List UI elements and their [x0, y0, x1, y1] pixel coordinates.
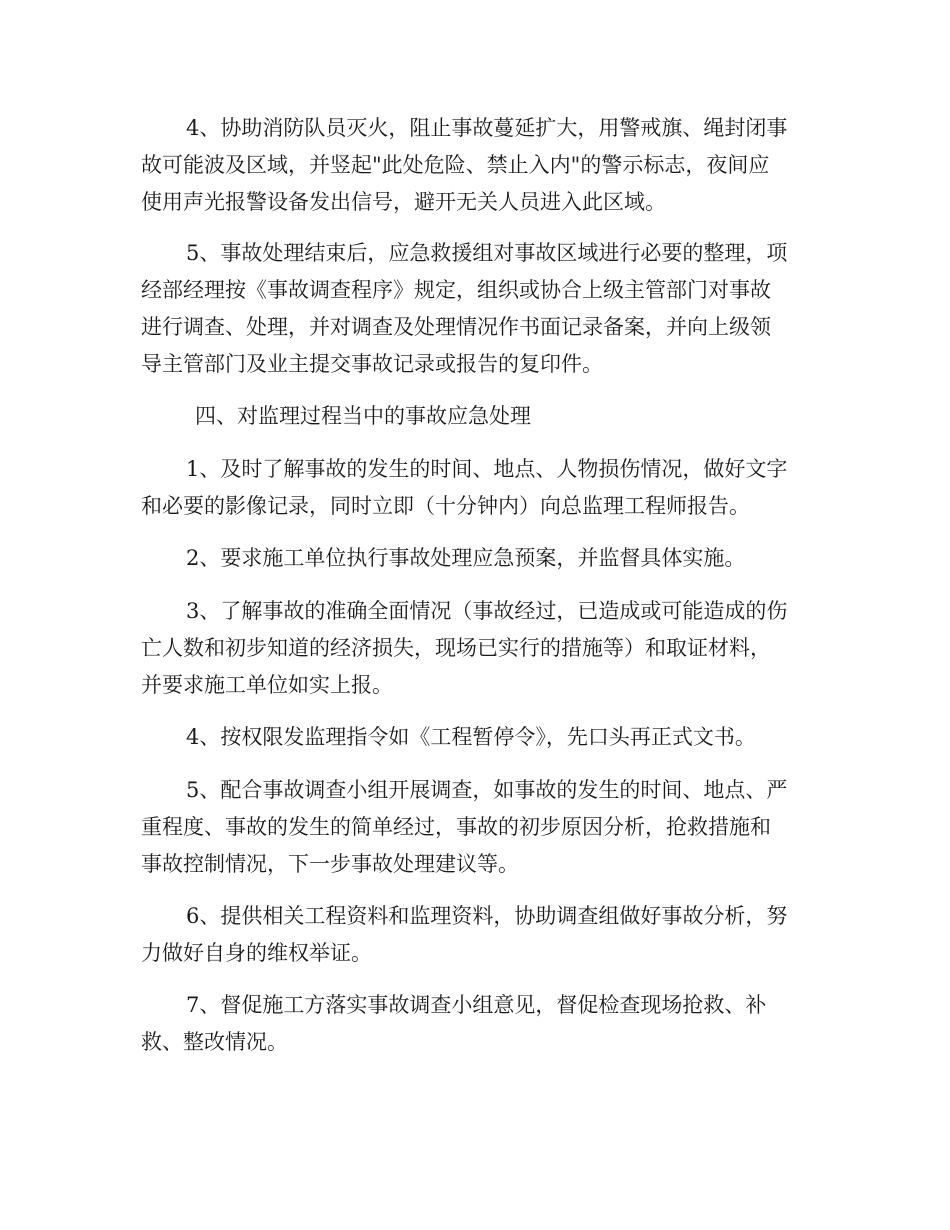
paragraph-line: 导主管部门及业主提交事故记录或报告的复印件。 [141, 352, 603, 376]
paragraph-line: 2、要求施工单位执行事故处理应急预案，并监督具体实施。 [186, 546, 746, 570]
paragraph-line: 故可能波及区域，并竖起"此处危险、禁止入内"的警示标志，夜间应 [141, 153, 770, 177]
paragraph-line: 事故控制情况，下一步事故处理建议等。 [141, 852, 519, 876]
paragraph-line: 4、协助消防队员灭火，阻止事故蔓延扩大，用警戒旗、绳封闭事 [186, 116, 788, 140]
paragraph-line: 进行调查、处理，并对调查及处理情况作书面记录备案，并向上级领 [141, 315, 771, 339]
paragraph-line: 1、及时了解事故的发生的时间、地点、人物损伤情况，做好文字 [186, 457, 788, 481]
paragraph-line: 救、整改情况。 [141, 1030, 288, 1054]
paragraph-line: 4、按权限发监理指令如《工程暂停令》，先口头再正式文书。 [186, 725, 756, 749]
paragraph-line: 并要求施工单位如实上报。 [141, 673, 393, 697]
paragraph-line: 力做好自身的维权举证。 [141, 941, 372, 965]
paragraph-line: 使用声光报警设备发出信号，避开无关人员进入此区域。 [141, 190, 666, 214]
paragraph-line: 经部经理按《事故调查程序》规定，组织或协合上级主管部门对事故 [141, 278, 771, 302]
paragraph-line: 重程度、事故的发生的简单经过，事故的初步原因分析，抢救措施和 [141, 815, 771, 839]
paragraph-line: 6、提供相关工程资料和监理资料，协助调查组做好事故分析，努 [186, 904, 788, 928]
paragraph-line: 5、事故处理结束后，应急救援组对事故区域进行必要的整理，项 [186, 241, 788, 265]
paragraph-line: 7、督促施工方落实事故调查小组意见，督促检查现场抢救、补 [186, 993, 767, 1017]
paragraph-line: 亡人数和初步知道的经济损失，现场已实行的措施等）和取证材料， [141, 636, 771, 660]
paragraph-line: 5、配合事故调查小组开展调查，如事故的发生的时间、地点、严 [186, 778, 788, 802]
section-heading-text: 四、对监理过程当中的事故应急处理 [195, 404, 531, 428]
paragraph-line: 和必要的影像记录，同时立即（十分钟内）向总监理工程师报告。 [141, 494, 750, 518]
paragraph-line: 3、了解事故的准确全面情况（事故经过，已造成或可能造成的伤 [186, 599, 788, 623]
